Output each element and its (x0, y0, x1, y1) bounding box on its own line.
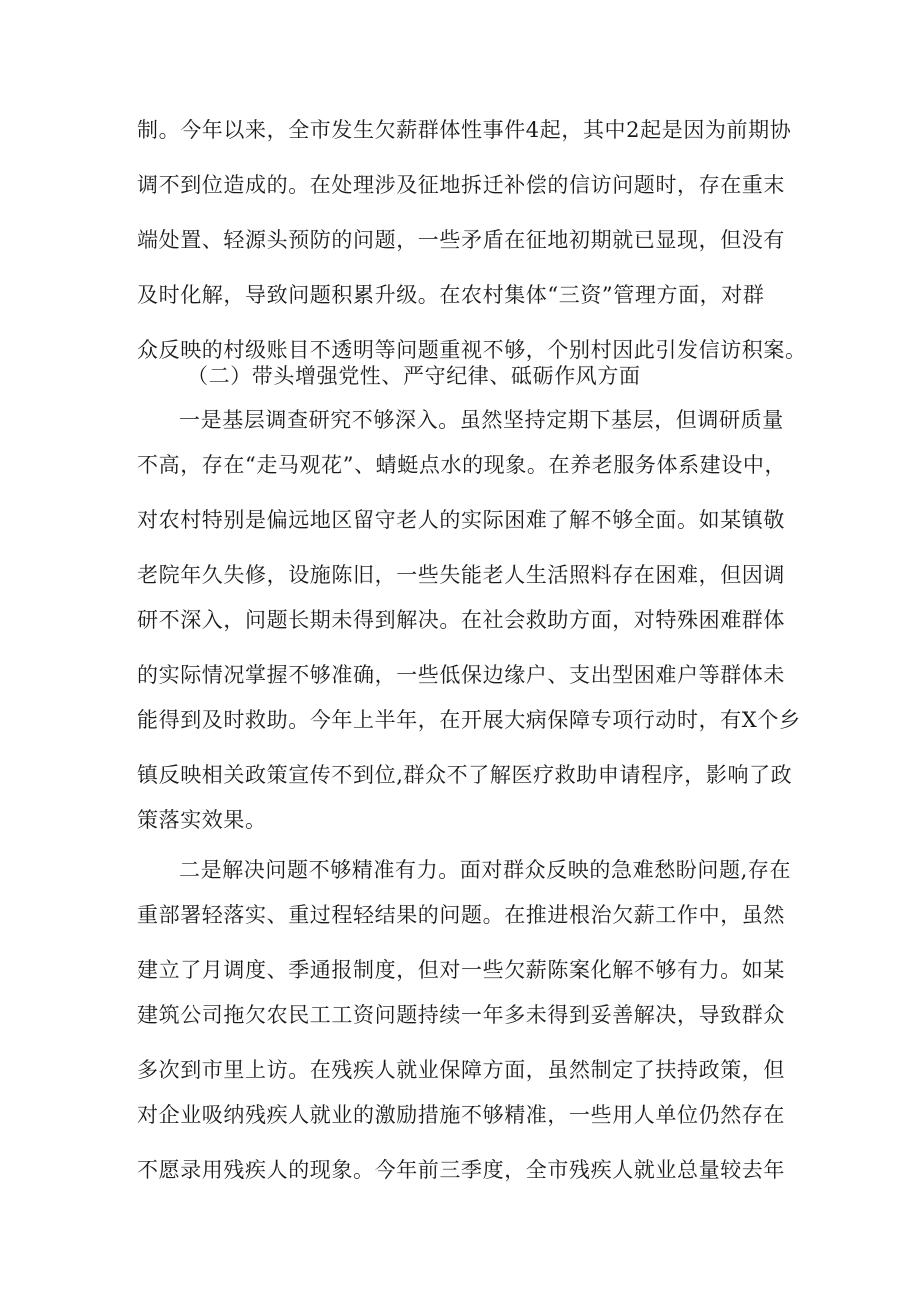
text-line: 的实际情况掌握不够准确，一些低保边缘户、支出型困难户等群体未 (137, 663, 785, 687)
text-line: 策落实效果。 (137, 808, 267, 832)
text-line: 调不到位造成的。在处理涉及征地拆迁补偿的信访问题时，存在重末 (137, 173, 785, 197)
text-line: 研不深入，问题长期未得到解决。在社会救助方面，对特殊困难群体 (137, 608, 785, 632)
text-line: 不愿录用残疾人的现象。今年前三季度，全市残疾人就业总量较去年 (137, 1158, 785, 1182)
text-line: 多次到市里上访。在残疾人就业保障方面，虽然制定了扶持政策，但 (137, 1058, 785, 1082)
text-line: 老院年久失修，设施陈旧，一些失能老人生活照料存在困难，但因调 (137, 563, 785, 587)
text-line: 镇反映相关政策宣传不到位,群众不了解医疗救助申请程序，影响了政 (137, 763, 793, 787)
text-line: 端处置、轻源头预防的问题，一些矛盾在征地初期就已显现，但没有 (137, 228, 785, 252)
text-line: 建筑公司拖欠农民工工资问题持续一年多未得到妥善解决，导致群众 (137, 1003, 785, 1027)
section-heading: （二）带头增强党性、严守纪律、砥砺作风方面 (187, 364, 641, 388)
text-line: 及时化解，导致问题积累升级。在农村集体“三资”管理方面，对群 (137, 283, 765, 307)
text-line: 重部署轻落实、重过程轻结果的问题。在推进根治欠薪工作中，虽然 (137, 903, 785, 927)
text-line: 对企业吸纳残疾人就业的激励措施不够精准，一些用人单位仍然存在 (137, 1103, 785, 1127)
text-line: 建立了月调度、季通报制度，但对一些欠薪陈案化解不够有力。如某 (137, 958, 785, 982)
text-line: 二是解决问题不够精准有力。面对群众反映的急难愁盼问题,存在 (179, 858, 792, 882)
text-line: 一是基层调查研究不够深入。虽然坚持定期下基层，但调研质量 (179, 408, 784, 432)
text-line: 对农村特别是偏远地区留守老人的实际困难了解不够全面。如某镇敬 (137, 508, 785, 532)
text-line: 不高，存在“走马观花”、蜻蜓点水的现象。在养老服务体系建设中， (137, 453, 787, 477)
text-line: 能得到及时救助。今年上半年，在开展大病保障专项行动时，有X个乡 (137, 708, 801, 732)
text-line: 制。今年以来，全市发生欠薪群体性事件4起，其中2起是因为前期协 (137, 118, 792, 142)
text-line: 众反映的村级账目不透明等问题重视不够，个别村因此引发信访积案。 (137, 338, 807, 362)
